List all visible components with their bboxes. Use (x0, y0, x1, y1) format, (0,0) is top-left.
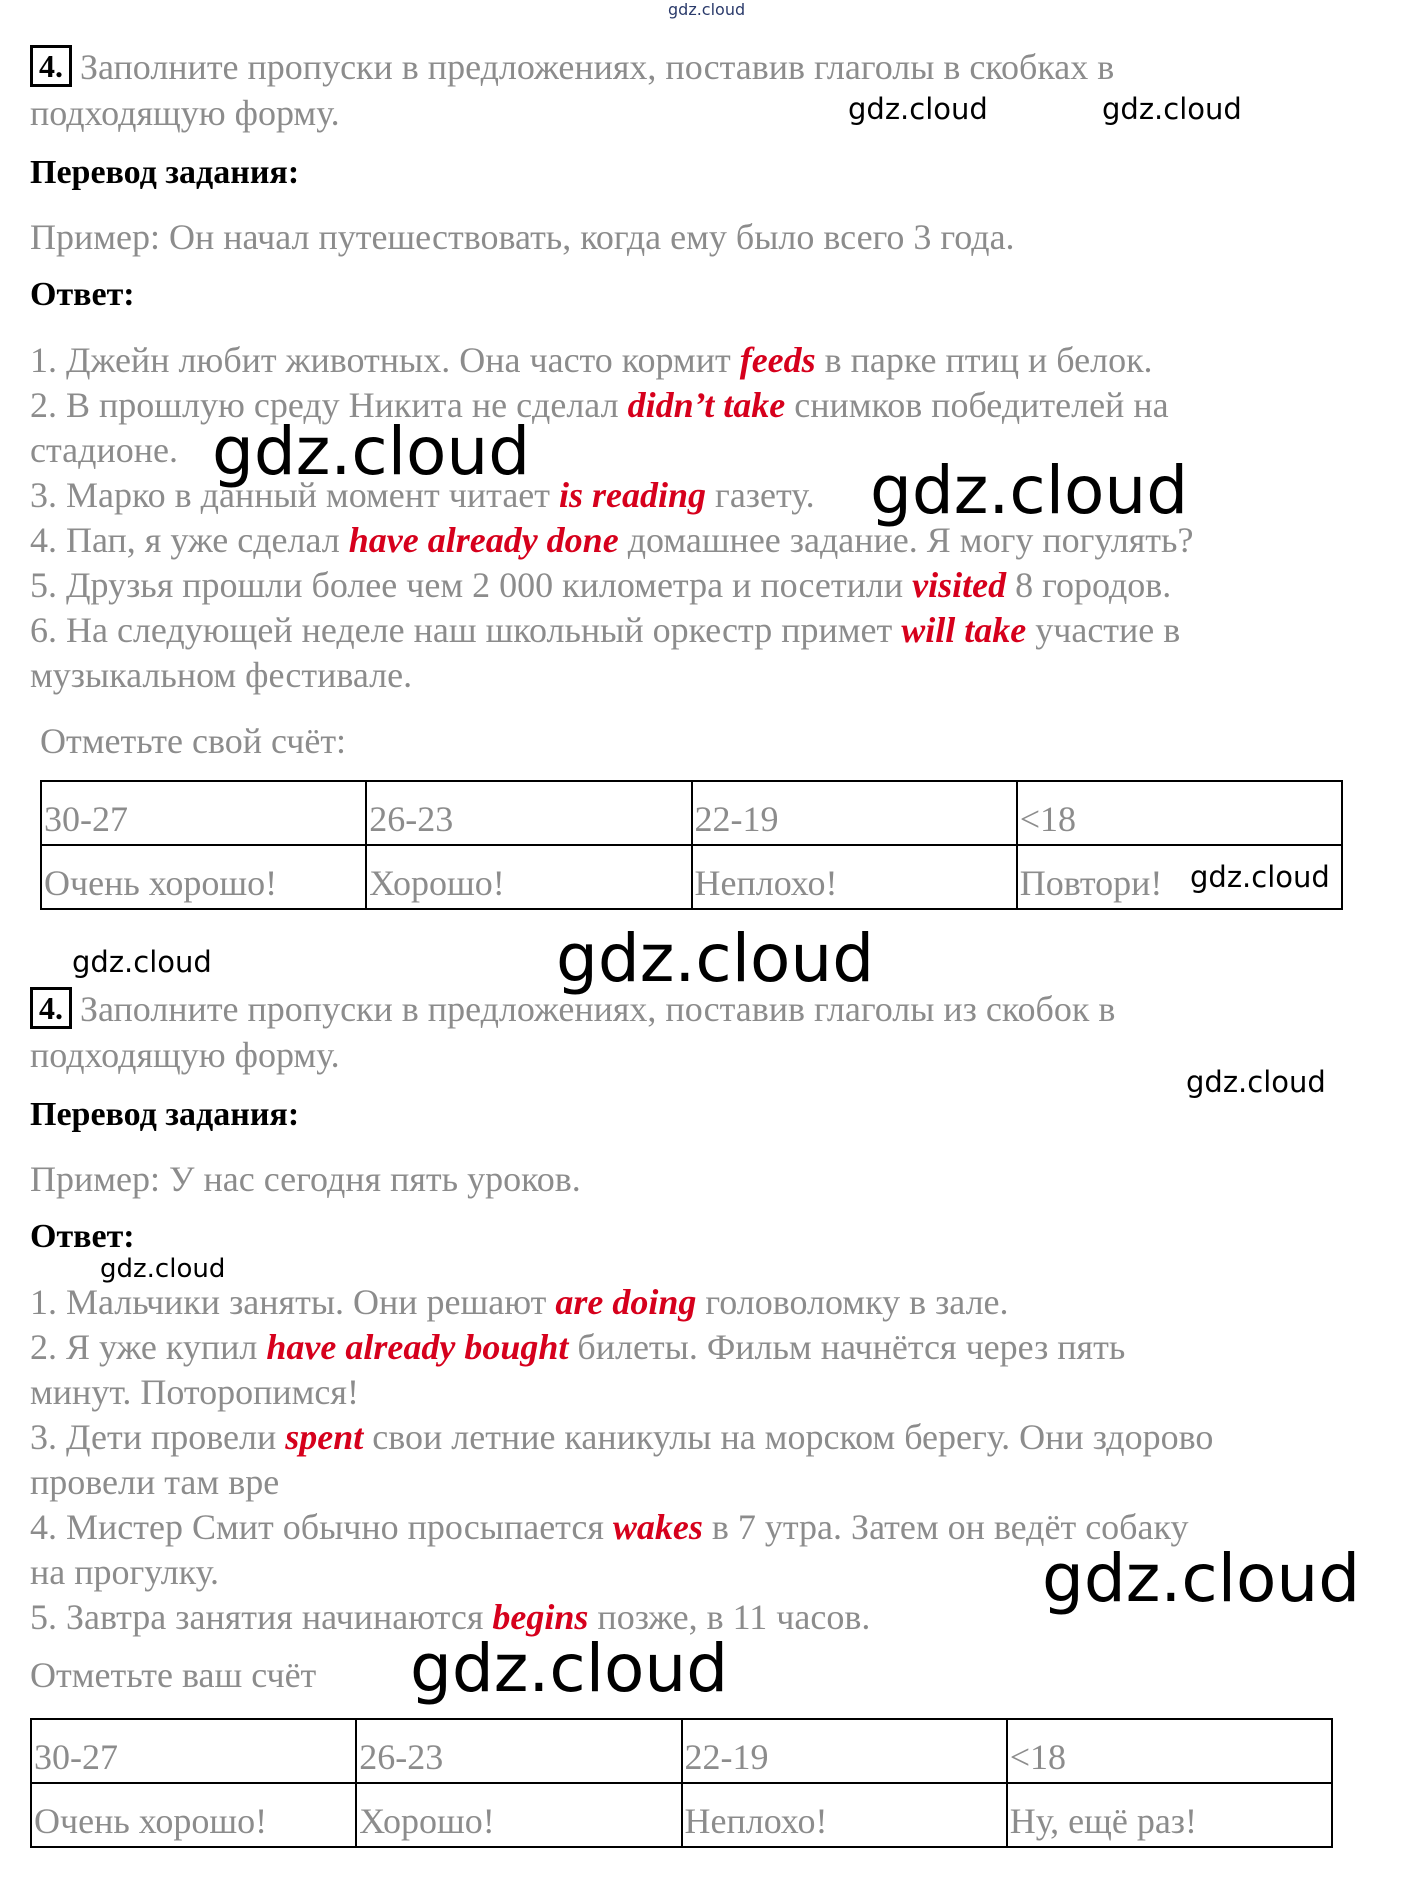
task-2-line2: подходящую форму. (30, 1035, 340, 1075)
answer-word: spent (285, 1417, 364, 1457)
task-1-score-label: Отметьте свой счёт: (40, 721, 347, 761)
score-range-cell: 22-19 (692, 781, 1017, 845)
task-2-answer-heading: Ответ: (30, 1218, 135, 1255)
task-1-answer-line: музыкальном фестивале. (30, 655, 413, 695)
task-1-number: 4. (30, 45, 72, 87)
task-1-answer-line: стадионе. (30, 430, 178, 470)
answer-word: feeds (739, 340, 816, 380)
score-range-cell: 30-27 (41, 781, 366, 845)
watermark: gdz.cloud (1186, 860, 1334, 894)
table-row (41, 781, 1342, 845)
task-2-answer-line: 4. Мистер Смит обычно просыпается wakes в 7 утра. Затем он ведёт собаку (30, 1507, 1189, 1547)
table-row (31, 1719, 1332, 1783)
task-1-answer-line: 6. На следующей неделе наш школьный оркестр примет will take участие в (30, 610, 1181, 650)
score-grade-cell: Очень хорошо! (41, 845, 366, 909)
watermark: gdz.cloud (848, 92, 988, 126)
task-2-number: 4. (30, 987, 72, 1029)
task-1-translation-heading: Перевод задания: (30, 154, 300, 191)
score-range-cell: <18 (1007, 1719, 1332, 1783)
score-grade-cell: Ну, ещё раз! (1007, 1783, 1332, 1847)
task-2-answer-line: 5. Завтра занятия начинаются begins позже, в 11 часов. (30, 1597, 871, 1637)
task-1-answer-line: 4. Пап, я уже сделал have already done домашнее задание. Я могу погулять? (30, 520, 1194, 560)
score-range-cell: 26-23 (356, 1719, 681, 1783)
answer-word: is reading (559, 475, 707, 515)
answer-word: visited (912, 565, 1007, 605)
task-1-instruction (30, 44, 1230, 136)
task-2-instruction (30, 986, 1230, 1078)
score-range-cell: 30-27 (31, 1719, 356, 1783)
task-2-answer-line: на прогулку. (30, 1552, 220, 1592)
watermark: gdz.cloud (1186, 1065, 1326, 1099)
score-grade-cell: Неплохо! (682, 1783, 1007, 1847)
score-grade-cell: Хорошо! (366, 845, 691, 909)
task-2-example: Пример: У нас сегодня пять уроков. (30, 1159, 581, 1199)
task-1-answer-line: 1. Джейн любит животных. Она часто кормит feeds в парке птиц и белок. (30, 340, 1153, 380)
watermark: gdz.cloud (410, 1630, 729, 1707)
watermark: gdz.cloud (100, 1254, 226, 1284)
score-range-cell: 26-23 (366, 781, 691, 845)
task-2-answer-line: 3. Дети провели spent свои летние каникулы на морском берегу. Они здорово (30, 1417, 1214, 1457)
task-1-answer-line: 2. В прошлую среду Никита не сделал didn’t take снимков победителей на (30, 385, 1169, 425)
answer-word: wakes (612, 1507, 703, 1547)
table-row (31, 1783, 1332, 1847)
task-2-score-label: Отметьте ваш счёт (30, 1655, 317, 1695)
score-grade-cell: Очень хорошо! (31, 1783, 356, 1847)
watermark: gdz.cloud (72, 945, 212, 979)
task-2-answer-line: 1. Мальчики заняты. Они решают are doing головоломку в зале. (30, 1282, 1009, 1322)
score-grade-cell: Хорошо! (356, 1783, 681, 1847)
task-2-answer-line: 2. Я уже купил have already bought билеты. Фильм начнётся через пять (30, 1327, 1126, 1367)
watermark: gdz.cloud (1102, 92, 1242, 126)
answer-word: are doing (555, 1282, 697, 1322)
task-1-example: Пример: Он начал путешествовать, когда ему было всего 3 года. (30, 217, 1015, 257)
watermark: gdz.cloud (870, 452, 1189, 529)
task-2-answer-line: провели там вре (30, 1462, 280, 1502)
score-range-cell: 22-19 (682, 1719, 1007, 1783)
task-1-score-table (40, 780, 1343, 910)
answer-word: will take (901, 610, 1027, 650)
score-range-cell: <18 (1017, 781, 1342, 845)
watermark: gdz.cloud (556, 920, 875, 997)
answer-word: have already bought (266, 1327, 569, 1367)
task-2-translation-heading: Перевод задания: (30, 1096, 300, 1133)
top-watermark: gdz.cloud (668, 0, 746, 19)
answer-word: didn’t take (627, 385, 786, 425)
score-grade-cell: Повтори! (1017, 845, 1342, 909)
score-grade-cell: Неплохо! (692, 845, 1017, 909)
table-row (41, 845, 1342, 909)
answer-word: begins (492, 1597, 589, 1637)
task-1-line1: Заполните пропуски в предложениях, поставив глаголы в скобках в (80, 47, 1115, 87)
answer-word: have already done (348, 520, 619, 560)
watermark: gdz.cloud (212, 413, 531, 490)
task-1-answer-heading: Ответ: (30, 276, 135, 313)
task-2-score-table (30, 1718, 1333, 1848)
task-1-answer-line: 3. Марко в данный момент читает is reading газету. (30, 475, 815, 515)
task-2-answer-line: минут. Поторопимся! (30, 1372, 359, 1412)
task-2-line1: Заполните пропуски в предложениях, поставив глаголы из скобок в (80, 989, 1116, 1029)
task-1-answer-line: 5. Друзья прошли более чем 2 000 километра и посетили visited 8 городов. (30, 565, 1172, 605)
watermark: gdz.cloud (1042, 1540, 1361, 1617)
task-1-line2: подходящую форму. (30, 93, 340, 133)
